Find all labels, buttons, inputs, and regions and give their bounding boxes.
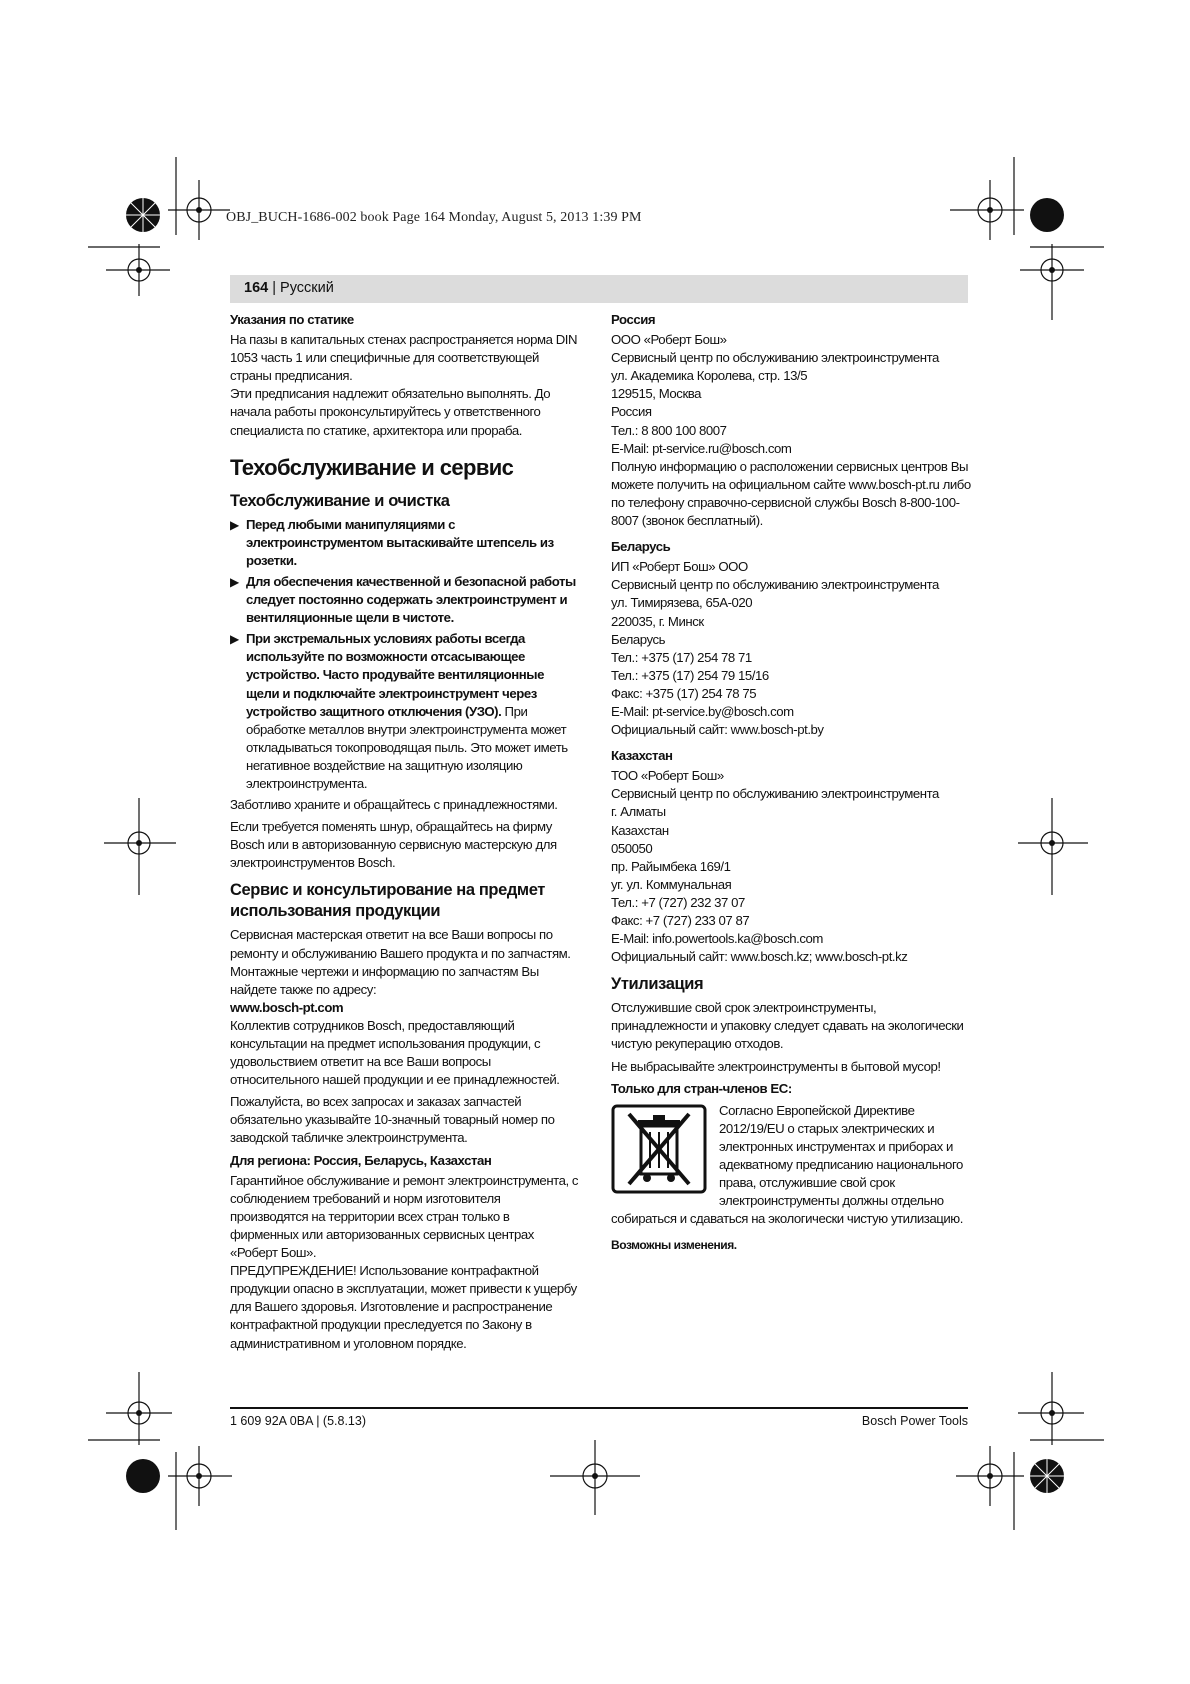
disposal-heading: Утилизация [611, 975, 704, 994]
maintenance-heading: Техобслуживание и очистка [230, 491, 450, 510]
footer-brand: Bosch Power Tools [861, 1414, 968, 1428]
bullet-text: Перед любыми манипуляциями с электроинструментом вытаскивайте штепсель из розетки. [246, 516, 554, 568]
address-line: Сервисный центр по обслуживанию электроинструмента [611, 577, 939, 593]
address-line: Тел.: +7 (727) 232 37 07 [611, 894, 745, 910]
triangle-bullet-icon: ▶ [230, 632, 239, 647]
russia-address [611, 331, 973, 458]
address-line: Казахстан [611, 822, 669, 838]
page-header [244, 280, 334, 296]
address-line: Тел.: +375 (17) 254 79 15/16 [611, 667, 769, 683]
triangle-bullet-icon: ▶ [230, 574, 239, 589]
footer-rule [230, 1407, 968, 1409]
address-line: ул. Тимирязева, 65А-020 [611, 595, 753, 611]
page-number: 164 [244, 280, 269, 296]
address-line: Сервисный центр по обслуживанию электроинструмента [611, 350, 939, 366]
address-line: Россия [611, 404, 652, 420]
page-header-bar [230, 275, 968, 303]
print-slug: OBJ_BUCH-1686-002 book Page 164 Monday, August 5, 2013 1:39 PM [226, 210, 642, 225]
address-line: Официальный сайт: www.bosch-pt.by [611, 722, 824, 738]
weee-block [611, 1102, 973, 1229]
bullet-item [230, 516, 580, 570]
address-line: ул. Академика Королева, стр. 13/5 [611, 368, 808, 384]
address-line: Официальный сайт: www.bosch.kz; www.bosch-pt.kz [611, 949, 908, 965]
warranty-paragraph: Гарантийное обслуживание и ремонт электроинструмента, с соблюдением требований и норм изготовителя производятся на территории всех стран только в фирменных или авторизованных сервисных центрах «Роберт Бош». [230, 1172, 579, 1261]
header-separator: | [268, 280, 281, 296]
address-line: г. Алматы [611, 804, 666, 820]
team-paragraph: Коллектив сотрудников Bosch, предоставляющий консультации на предмет использования продукции, с удовольствием ответит на все Ваши вопросы относительного нашей продукции и ее принадлежностей. [230, 1017, 560, 1088]
address-line: Тел.: +375 (17) 254 78 71 [611, 649, 752, 665]
crossed-bin-icon [611, 1104, 707, 1194]
no-trash-paragraph: Не выбрасывайте электроинструменты в бытовой мусор! [611, 1058, 941, 1074]
bullet-item [230, 630, 580, 793]
kazakhstan-heading: Казахстан [611, 748, 673, 764]
eu-heading: Только для стран-членов ЕС: [611, 1080, 792, 1096]
service-heading: Техобслуживание и сервис [230, 454, 514, 480]
bullet-text: Для обеспечения качественной и безопасной работы следует постоянно содержать электроинструмент и вентиляционные щели в чистоте. [246, 573, 576, 626]
consult-paragraph: Сервисная мастерская ответит на все Ваши вопросы по ремонту и обслуживанию Вашего продукта и по запчастям. Монтажные чертежи и информацию по запчастям Вы найдете также по адресу: [230, 927, 571, 997]
eu-directive-paragraph: Согласно Европейской Директиве 2012/19/EU о старых электрических и электронных инструментах и приборах и адекватному предписанию национального права, отслужившие свой срок электроинструменты должны отдельно собираться и сдаваться на экологически чистую утилизацию. [611, 1102, 963, 1227]
address-line: Факс: +7 (727) 233 07 87 [611, 913, 750, 928]
bosch-url: www.bosch-pt.com [230, 999, 344, 1015]
address-line: Сервисный центр по обслуживанию электроинструмента [611, 786, 939, 802]
address-line: ТОО «Роберт Бош» [611, 768, 724, 784]
address-line: 220035, г. Минск [611, 613, 704, 629]
region-heading: Для региона: Россия, Беларусь, Казахстан [230, 1152, 492, 1168]
right-column [611, 311, 973, 1255]
address-line: E-Mail: info.powertools.ka@bosch.com [611, 931, 823, 947]
address-line: 129515, Москва [611, 386, 702, 402]
request-paragraph: Пожалуйста, во всех запросах и заказах запчастей обязательно указывайте 10-значный товарный номер по заводской табличке электроинструмента. [230, 1094, 555, 1146]
kazakhstan-address [611, 767, 973, 966]
address-line: ИП «Роберт Бош» ООО [611, 559, 748, 575]
address-line: E-Mail: pt-service.ru@bosch.com [611, 440, 792, 456]
address-line: Факс: +375 (17) 254 78 75 [611, 685, 757, 701]
static-paragraph-1: На пазы в капитальных стенах распространяется норма DIN 1053 часть 1 или специфичные для соответствующей страны предписания. [230, 332, 578, 384]
address-line: уг. ул. Коммунальная [611, 876, 732, 892]
left-column [230, 311, 580, 1357]
static-heading: Указания по статике [230, 312, 354, 327]
address-line: ООО «Роберт Бош» [611, 332, 727, 348]
russia-info: Полную информацию о расположении сервисных центров Вы можете получить на официальном сайте www.bosch-pt.ru либо по телефону справочно-сервисной службы Bosch 8-800-100-8007 (звонок бесплатный). [611, 458, 971, 529]
russia-heading: Россия [611, 312, 656, 327]
cord-paragraph: Если требуется поменять шнур, обращайтесь на фирму Bosch или в авторизованную сервисную мастерскую для электроинструментов Bosch. [230, 819, 557, 871]
consult-heading: Сервис и консультирование на предмет использования продукции [230, 881, 545, 921]
address-line: E-Mail: pt-service.by@bosch.com [611, 703, 794, 719]
warning-paragraph: ПРЕДУПРЕЖДЕНИЕ! Использование контрафактной продукции опасно в эксплуатации, может привести к ущербу для Вашего здоровья. Изготовление и распространение контрафактной продукции преследуется по Закону в административном и уголовном порядке. [230, 1263, 577, 1351]
triangle-bullet-icon: ▶ [230, 517, 239, 532]
care-paragraph: Заботливо храните и обращайтесь с принадлежностями. [230, 797, 558, 813]
changes-note: Возможны изменения. [611, 1238, 737, 1253]
static-paragraph-2: Эти предписания надлежит обязательно выполнять. До начала работы проконсультируйтесь у ответственного специалиста по статике, архитектора или прораба. [230, 386, 551, 438]
address-line: Беларусь [611, 631, 666, 647]
address-line: Тел.: 8 800 100 8007 [611, 422, 727, 438]
address-line: 050050 [611, 840, 653, 856]
bullet-item [230, 573, 580, 627]
address-line: пр. Райымбека 169/1 [611, 858, 731, 874]
belarus-heading: Беларусь [611, 539, 671, 555]
bullet-text-bold: При экстремальных условиях работы всегда используйте по возможности отсасывающее устройство. Часто продувайте вентиляционные щели и подключайте электроинструмент через устройство защитного отключения (УЗО). [246, 631, 544, 719]
disposal-paragraph: Отслужившие свой срок электроинструменты, принадлежности и упаковку следует сдавать на экологически чистую рекуперацию отходов. [611, 1000, 964, 1052]
belarus-address [611, 558, 973, 739]
bullet-text: При обработке металлов внутри электроинструмента может откладываться токопроводящая пыль. Это может иметь негативное воздействие на защитную изоляцию электроинструмента. [246, 703, 568, 791]
footer-doc-number: 1 609 92A 0BA | (5.8.13) [230, 1414, 366, 1428]
header-language: Русский [280, 280, 334, 296]
